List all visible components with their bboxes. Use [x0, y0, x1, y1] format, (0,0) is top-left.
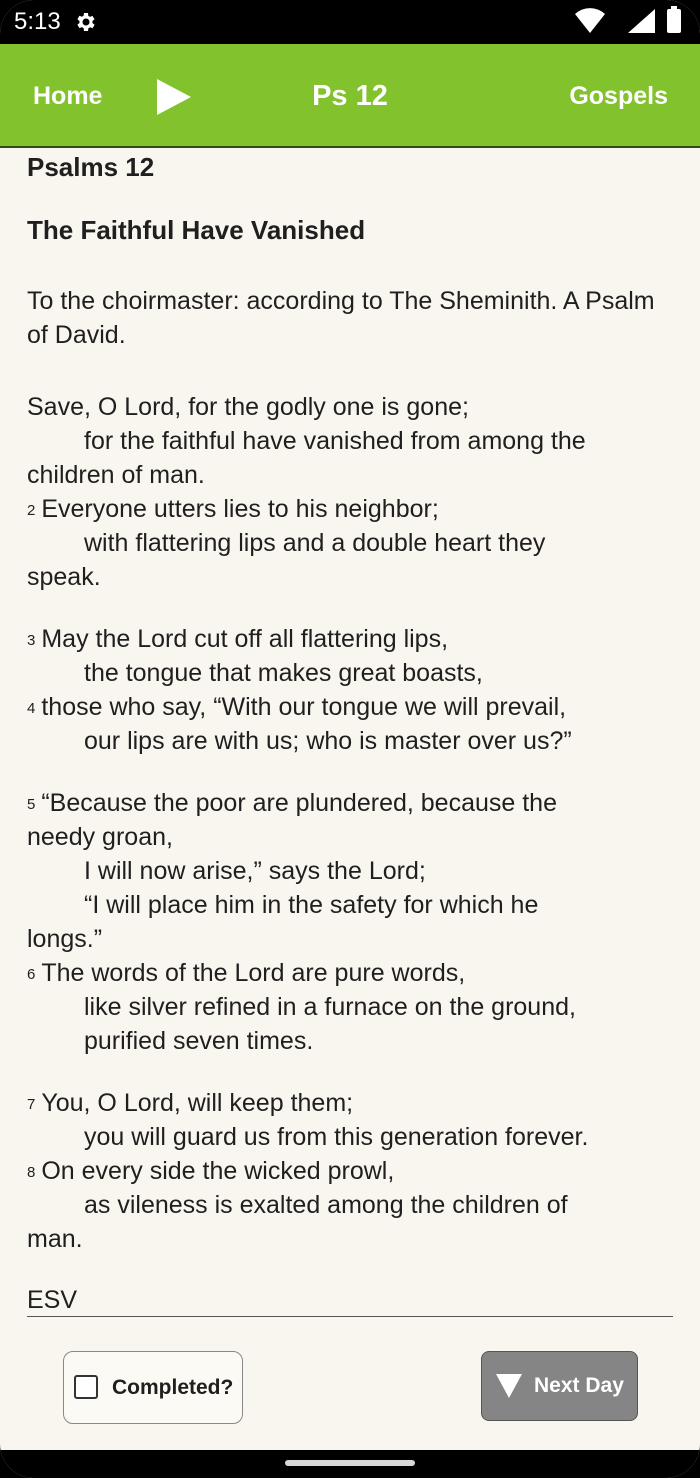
next-day-button[interactable] [481, 1351, 638, 1421]
verse-text: “Because the poor are plundered, because the [41, 789, 557, 817]
verse-number: 6 [27, 966, 36, 983]
wifi-icon [574, 8, 606, 34]
verse-line [27, 854, 673, 888]
completed-checkbox[interactable] [74, 1375, 98, 1399]
stanza [27, 390, 673, 594]
verse-number: 8 [27, 1164, 36, 1181]
system-nav-bar [0, 1450, 700, 1478]
verse-number: 4 [27, 700, 36, 717]
stanza [27, 622, 673, 758]
verse-text: those who say, “With our tongue we will prevail, [41, 693, 567, 721]
verse-line [27, 1154, 673, 1188]
verse-text: you will guard us from this generation forever. [84, 1123, 589, 1151]
verse-line [27, 1120, 673, 1154]
verse-line [27, 390, 673, 424]
completed-toggle[interactable] [63, 1351, 243, 1424]
triangle-down-icon [495, 1373, 523, 1399]
signal-icon [626, 8, 656, 34]
verse-text: the tongue that makes great boasts, [84, 659, 483, 687]
verse-text: purified seven times. [84, 1027, 314, 1055]
verse-line [27, 820, 673, 854]
verse-line [27, 1188, 673, 1222]
verse-text: our lips are with us; who is master over us?” [84, 727, 572, 755]
verse-line [27, 622, 673, 656]
verse-text: On every side the wicked prowl, [41, 1157, 395, 1185]
passage-heading: The Faithful Have Vanished [27, 215, 366, 245]
verse-text: children of man. [27, 461, 205, 489]
verse-text: I will now arise,” says the Lord; [84, 857, 426, 885]
verse-line [27, 990, 673, 1024]
verse-text: The words of the Lord are pure words, [41, 959, 466, 987]
verse-text: needy groan, [27, 823, 173, 851]
verse-line [27, 922, 673, 956]
verse-line [27, 956, 673, 990]
verse-line [27, 1024, 673, 1058]
verse-line [27, 786, 673, 820]
battery-icon [666, 6, 682, 34]
verse-text: speak. [27, 563, 101, 591]
verse-text: “I will place him in the safety for which he [84, 891, 539, 919]
verse-line [27, 888, 673, 922]
verse-text: with flattering lips and a double heart they [84, 529, 546, 557]
home-button[interactable]: Home [33, 82, 103, 110]
passage-text [27, 390, 673, 1256]
verse-number: 7 [27, 1096, 36, 1113]
verse-line [27, 656, 673, 690]
verse-line [27, 424, 673, 458]
stanza [27, 1086, 673, 1256]
bible-version: ESV [27, 1284, 673, 1317]
verse-number: 3 [27, 632, 36, 649]
verse-line [27, 1222, 673, 1256]
verse-number: 2 [27, 502, 36, 519]
verse-text: You, O Lord, will keep them; [41, 1089, 354, 1117]
gospels-button[interactable]: Gospels [569, 82, 668, 110]
verse-text: as vileness is exalted among the children of [84, 1191, 568, 1219]
completed-label: Completed? [112, 1376, 234, 1399]
verse-line [27, 690, 673, 724]
verse-text: man. [27, 1225, 83, 1253]
verse-text: like silver refined in a furnace on the ground, [84, 993, 576, 1021]
verse-line [27, 560, 673, 594]
app-bar [0, 44, 700, 148]
verse-line [27, 526, 673, 560]
verse-line [27, 458, 673, 492]
verse-text: longs.” [27, 925, 103, 953]
gear-icon [74, 10, 98, 34]
verse-text: May the Lord cut off all flattering lips, [41, 625, 449, 653]
home-gesture-handle[interactable] [285, 1460, 415, 1466]
status-bar [0, 0, 700, 44]
book-title: Psalms 12 [27, 152, 155, 182]
stanza [27, 786, 673, 1058]
verse-line [27, 1086, 673, 1120]
passage-content [27, 150, 673, 1317]
verse-line [27, 492, 673, 526]
verse-number: 5 [27, 796, 36, 813]
verse-text: for the faithful have vanished from among the [84, 427, 586, 455]
superscription: To the choirmaster: according to The Sheminith. A Psalm of David. [27, 287, 655, 349]
next-day-label: Next Day [534, 1374, 624, 1397]
verse-line [27, 724, 673, 758]
status-time: 5:13 [14, 8, 61, 35]
page-title: Ps 12 [312, 80, 388, 112]
verse-text: Everyone utters lies to his neighbor; [41, 495, 439, 523]
verse-text: Save, O Lord, for the godly one is gone; [27, 393, 469, 421]
